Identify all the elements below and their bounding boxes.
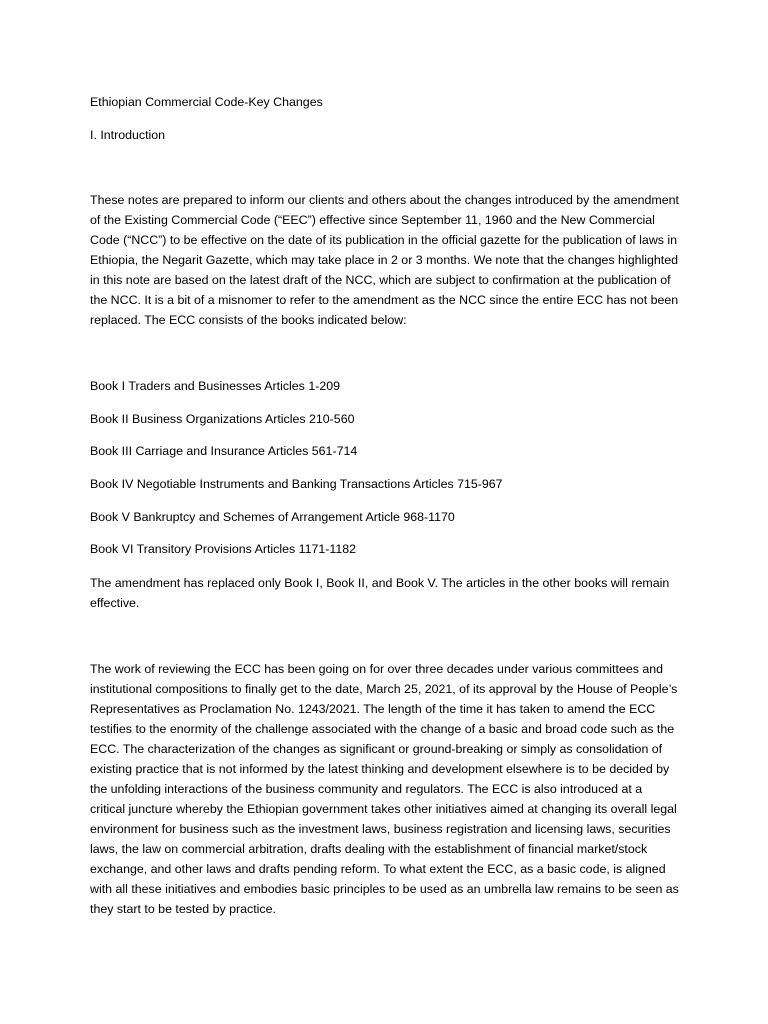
books-list [90,376,680,572]
book-item: Book III Carriage and Insurance Articles 561-714 [90,444,358,459]
intro-paragraph: These notes are prepared to inform our clients and others about the changes introduced by the amendment of the Existing Commercial Code (“EEC”) effective since September 11, 1960 and the New Commercial Code (“NCC”) to be effective on the date of its publication in the official gazette for the publication of laws in Ethiopia, the Negarit Gazette, which may take place in 2 or 3 months. We note that the changes highlighted in this note are based on the latest draft of the NCC, which are subject to confirmation at the publication of the NCC. It is a bit of a misnomer to refer to the amendment as the NCC since the entire ECC has not been replaced. The ECC consists of the books indicated below: [90,193,679,327]
book-item: Book IV Negotiable Instruments and Banking Transactions Articles 715-967 [90,477,503,492]
book-item: Book VI Transitory Provisions Articles 1171-1182 [90,542,357,557]
book-item: Book II Business Organizations Articles 210-560 [90,411,355,426]
book-item: Book V Bankruptcy and Schemes of Arrangement Article 968-1170 [90,509,455,524]
document-title: Ethiopian Commercial Code-Key Changes [90,95,323,109]
review-paragraph: The work of reviewing the ECC has been going on for over three decades under various committees and institutional compositions to finally get to the date, March 25, 2021, of its approval by the House of People’s Representatives as Proclamation No. 1243/2021. The length of the time it has taken to amend the ECC testifies to the enormity of the challenge associated with the change of a basic and broad code such as the ECC. The characterization of the changes as significant or ground-breaking or simply as consolidation of existing practice that is not informed by the latest thinking and development elsewhere is to be decided by the unfolding interactions of the business community and regulators. The ECC is also introduced at a critical juncture whereby the Ethiopian government takes other initiatives aimed at changing its overall legal environment for business such as the investment laws, business registration and licensing laws, securities laws, the law on commercial arbitration, drafts dealing with the establishment of financial market/stock exchange, and other laws and drafts pending reform. To what extent the ECC, as a basic code, is aligned with all these initiatives and embodies basic principles to be used as an umbrella law remains to be seen as they start to be tested by practice. [90,662,679,916]
section-heading: I. Introduction [90,128,166,142]
book-item: Book I Traders and Businesses Articles 1-209 [90,379,341,393]
amendment-paragraph: The amendment has replaced only Book I, Book II, and Book V. The articles in the other books will remain effective. [90,576,670,610]
